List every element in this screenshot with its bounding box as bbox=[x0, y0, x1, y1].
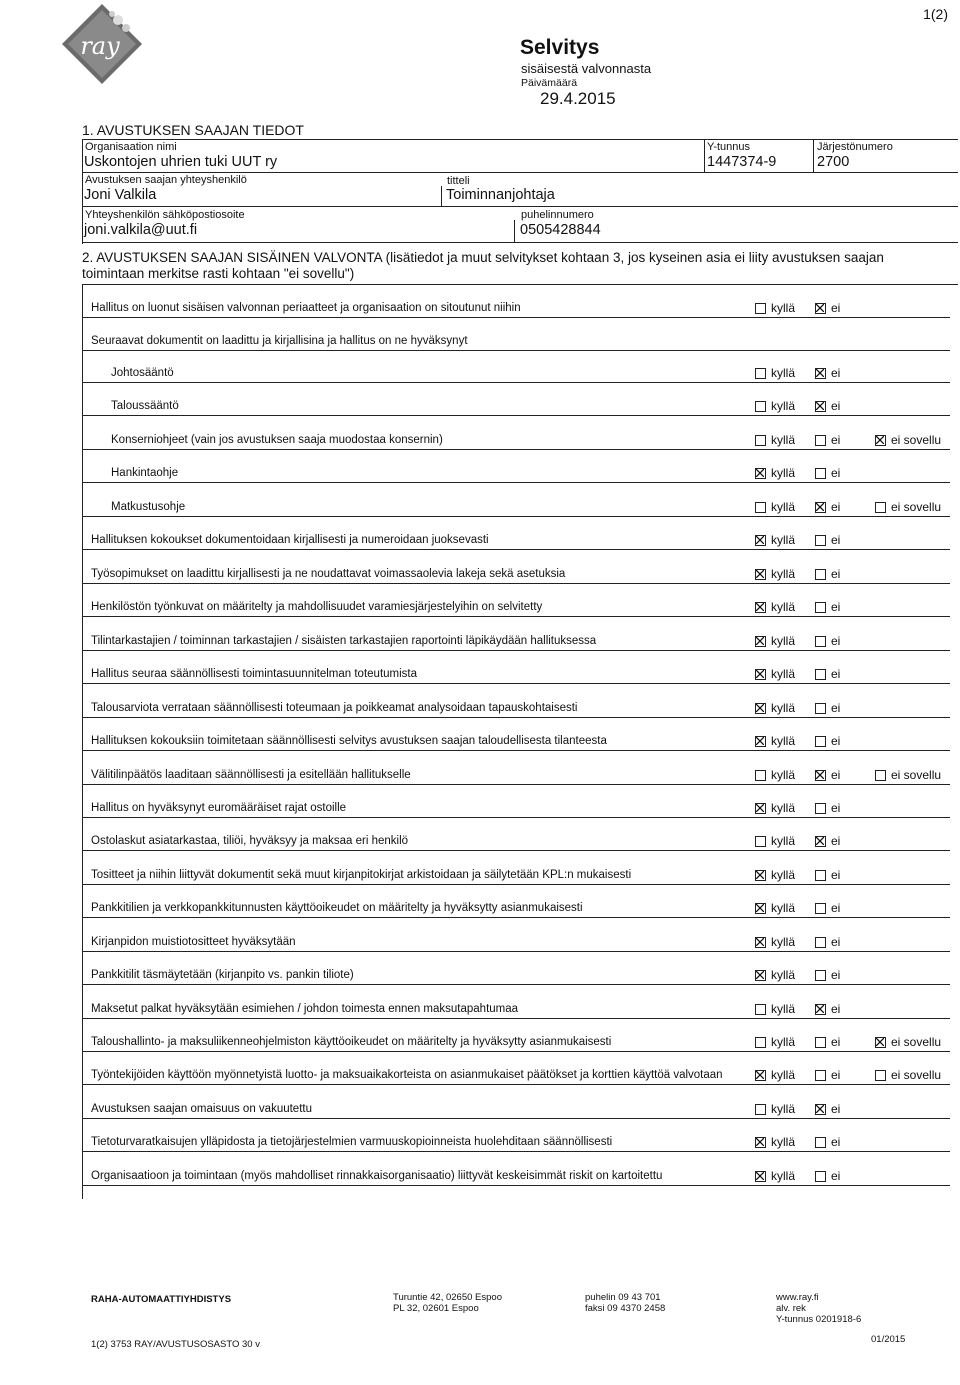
no-checkbox[interactable] bbox=[815, 669, 826, 680]
yes-checkbox[interactable] bbox=[755, 970, 766, 981]
contact-label: Avustuksen saajan yhteyshenkilö bbox=[85, 174, 247, 186]
not-applicable-checkbox[interactable] bbox=[875, 770, 886, 781]
yes-checkbox[interactable] bbox=[755, 736, 766, 747]
jarjestonumero-field[interactable]: 2700 bbox=[817, 154, 850, 170]
not-applicable-option[interactable] bbox=[875, 433, 941, 447]
no-option[interactable] bbox=[815, 701, 840, 715]
yes-option[interactable] bbox=[755, 466, 795, 480]
no-checkbox[interactable] bbox=[815, 569, 826, 580]
not-applicable-option[interactable] bbox=[875, 1068, 941, 1082]
question-text: Hallitus on luonut sisäisen valvonnan periaatteet ja organisaation on sitoutunut niihin bbox=[91, 302, 521, 314]
yes-option[interactable] bbox=[755, 1068, 795, 1082]
no-label: ei bbox=[831, 600, 841, 614]
not-applicable-checkbox[interactable] bbox=[875, 435, 886, 446]
not-applicable-label: ei sovellu bbox=[891, 500, 942, 514]
yes-label: kyllä bbox=[771, 600, 796, 614]
no-label: ei bbox=[831, 968, 841, 982]
not-applicable-label: ei sovellu bbox=[891, 433, 942, 447]
question-text: Hankintaohje bbox=[111, 467, 179, 479]
no-label: ei bbox=[831, 433, 841, 447]
divider bbox=[82, 139, 958, 140]
footer-form-code: 1(2) 3753 RAY/AVUSTUSOSASTO 30 v bbox=[91, 1339, 260, 1350]
question-text: Välitilinpäätös laaditaan säännöllisesti ja esitellään hallitukselle bbox=[91, 769, 411, 781]
no-option[interactable] bbox=[815, 901, 840, 915]
no-checkbox[interactable] bbox=[815, 1137, 826, 1148]
yes-checkbox[interactable] bbox=[755, 703, 766, 714]
yes-checkbox[interactable] bbox=[755, 303, 766, 314]
yes-checkbox[interactable] bbox=[755, 770, 766, 781]
no-checkbox[interactable] bbox=[815, 770, 826, 781]
divider bbox=[82, 242, 958, 243]
no-option[interactable] bbox=[815, 600, 840, 614]
question-text: Työsopimukset on laadittu kirjallisesti ja ne noudattavat voimassaolevia lakeja sekä asetuksia bbox=[91, 568, 566, 580]
not-applicable-option[interactable] bbox=[875, 1035, 941, 1049]
no-label: ei bbox=[831, 667, 841, 681]
yes-label: kyllä bbox=[771, 533, 796, 547]
yes-label: kyllä bbox=[771, 768, 796, 782]
no-checkbox[interactable] bbox=[815, 502, 826, 513]
no-label: ei bbox=[831, 301, 841, 315]
question-text: Konserniohjeet (vain jos avustuksen saaja muodostaa konsernin) bbox=[111, 434, 443, 446]
yes-label: kyllä bbox=[771, 466, 796, 480]
yes-label: kyllä bbox=[771, 301, 796, 315]
yes-option[interactable] bbox=[755, 301, 795, 315]
no-label: ei bbox=[831, 533, 841, 547]
question-text: Hallituksen kokouksiin toimitetaan säännöllisesti selvitys avustuksen saajan taloudellisesta tilanteesta bbox=[91, 735, 607, 747]
yes-checkbox[interactable] bbox=[755, 535, 766, 546]
no-checkbox[interactable] bbox=[815, 1070, 826, 1081]
question-text: Maksetut palkat hyväksytään esimiehen / johdon toimesta ennen maksutapahtumaa bbox=[91, 1003, 519, 1015]
no-label: ei bbox=[831, 834, 841, 848]
section1-heading: 1. AVUSTUKSEN SAAJAN TIEDOT bbox=[82, 122, 304, 138]
yes-option[interactable] bbox=[755, 399, 795, 413]
no-option[interactable] bbox=[815, 1068, 840, 1082]
no-checkbox[interactable] bbox=[815, 803, 826, 814]
ray-logo bbox=[60, 2, 144, 86]
no-checkbox[interactable] bbox=[815, 870, 826, 881]
yes-checkbox[interactable] bbox=[755, 669, 766, 680]
no-option[interactable] bbox=[815, 968, 840, 982]
yes-option[interactable] bbox=[755, 500, 795, 514]
ytunnus-label: Y-tunnus bbox=[707, 141, 751, 153]
no-label: ei bbox=[831, 801, 841, 815]
yes-label: kyllä bbox=[771, 1102, 796, 1116]
question-text: Henkilöstön työnkuvat on määritelty ja mahdollisuudet varamiesjärjestelyihin on selvitetty bbox=[91, 601, 543, 613]
question-text: Hallitus seuraa säännöllisesti toimintasuunnitelman toteutumista bbox=[91, 668, 418, 680]
yes-checkbox[interactable] bbox=[755, 468, 766, 479]
no-option[interactable] bbox=[815, 399, 840, 413]
yes-checkbox[interactable] bbox=[755, 1070, 766, 1081]
yes-checkbox[interactable] bbox=[755, 1037, 766, 1048]
logo-text: ray bbox=[80, 32, 120, 60]
no-label: ei bbox=[831, 935, 841, 949]
yes-label: kyllä bbox=[771, 1068, 796, 1082]
no-option[interactable] bbox=[815, 834, 840, 848]
no-option[interactable] bbox=[815, 1102, 840, 1116]
question-text: Talousarviota verrataan säännöllisesti toteumaan ja poikkeamat analysoidaan tapauskohtaisesti bbox=[91, 702, 578, 714]
no-checkbox[interactable] bbox=[815, 836, 826, 847]
yes-label: kyllä bbox=[771, 634, 796, 648]
yes-option[interactable] bbox=[755, 1169, 795, 1183]
no-checkbox[interactable] bbox=[815, 401, 826, 412]
no-checkbox[interactable] bbox=[815, 903, 826, 914]
no-option[interactable] bbox=[815, 667, 840, 681]
no-label: ei bbox=[831, 1035, 841, 1049]
yes-option[interactable] bbox=[755, 901, 795, 915]
yes-checkbox[interactable] bbox=[755, 401, 766, 412]
yes-label: kyllä bbox=[771, 433, 796, 447]
divider bbox=[82, 139, 83, 244]
no-checkbox[interactable] bbox=[815, 368, 826, 379]
no-label: ei bbox=[831, 734, 841, 748]
yes-checkbox[interactable] bbox=[755, 636, 766, 647]
no-label: ei bbox=[831, 768, 841, 782]
footer-address2: PL 32, 02601 Espoo bbox=[393, 1303, 479, 1314]
yes-label: kyllä bbox=[771, 968, 796, 982]
yes-label: kyllä bbox=[771, 901, 796, 915]
divider bbox=[514, 220, 515, 242]
yes-label: kyllä bbox=[771, 1169, 796, 1183]
yes-checkbox[interactable] bbox=[755, 1004, 766, 1015]
not-applicable-checkbox[interactable] bbox=[875, 502, 886, 513]
yes-option[interactable] bbox=[755, 567, 795, 581]
yes-option[interactable] bbox=[755, 600, 795, 614]
yes-option[interactable] bbox=[755, 968, 795, 982]
date-label: Päivämäärä bbox=[521, 77, 578, 89]
no-checkbox[interactable] bbox=[815, 468, 826, 479]
question-text: Taloussääntö bbox=[111, 400, 179, 412]
question-text: Ostolaskut asiatarkastaa, tiliöi, hyväksyy ja maksaa eri henkilö bbox=[91, 835, 409, 847]
yes-label: kyllä bbox=[771, 366, 796, 380]
footer-web: www.ray.fi bbox=[776, 1292, 819, 1303]
no-option[interactable] bbox=[815, 533, 840, 547]
no-option[interactable] bbox=[815, 466, 840, 480]
titteli-label: titteli bbox=[447, 175, 470, 187]
no-checkbox[interactable] bbox=[815, 1171, 826, 1182]
yes-checkbox[interactable] bbox=[755, 1137, 766, 1148]
yes-label: kyllä bbox=[771, 399, 796, 413]
question-text: Seuraavat dokumentit on laadittu ja kirjallisina ja hallitus on ne hyväksynyt bbox=[91, 335, 468, 347]
no-checkbox[interactable] bbox=[815, 602, 826, 613]
question-text: Johtosääntö bbox=[111, 367, 174, 379]
yes-checkbox[interactable] bbox=[755, 903, 766, 914]
not-applicable-checkbox[interactable] bbox=[875, 1070, 886, 1081]
yes-label: kyllä bbox=[771, 801, 796, 815]
yes-checkbox[interactable] bbox=[755, 937, 766, 948]
yes-label: kyllä bbox=[771, 567, 796, 581]
yes-checkbox[interactable] bbox=[755, 836, 766, 847]
yes-label: kyllä bbox=[771, 701, 796, 715]
no-label: ei bbox=[831, 634, 841, 648]
yes-checkbox[interactable] bbox=[755, 569, 766, 580]
no-checkbox[interactable] bbox=[815, 636, 826, 647]
no-checkbox[interactable] bbox=[815, 535, 826, 546]
no-label: ei bbox=[831, 1068, 841, 1082]
question-text: Pankkitilien ja verkkopankkitunnusten käyttöoikeudet on määritelty ja hyväksytty asianmukaisesti bbox=[91, 902, 583, 914]
no-option[interactable] bbox=[815, 801, 840, 815]
no-label: ei bbox=[831, 366, 841, 380]
ytunnus-field[interactable]: 1447374-9 bbox=[707, 154, 777, 170]
yes-option[interactable] bbox=[755, 801, 795, 815]
email-field[interactable]: joni.valkila@uut.fi bbox=[84, 222, 198, 238]
no-label: ei bbox=[831, 500, 841, 514]
no-option[interactable] bbox=[815, 567, 840, 581]
no-option[interactable] bbox=[815, 1135, 840, 1149]
divider bbox=[441, 186, 442, 206]
not-applicable-checkbox[interactable] bbox=[875, 1037, 886, 1048]
yes-label: kyllä bbox=[771, 834, 796, 848]
footer-ytunnus: Y-tunnus 0201918-6 bbox=[776, 1314, 862, 1325]
yes-option[interactable] bbox=[755, 935, 795, 949]
yes-label: kyllä bbox=[771, 500, 796, 514]
date-value: 29.4.2015 bbox=[540, 89, 616, 108]
no-label: ei bbox=[831, 1002, 841, 1016]
no-checkbox[interactable] bbox=[815, 736, 826, 747]
no-option[interactable] bbox=[815, 634, 840, 648]
no-label: ei bbox=[831, 901, 841, 915]
footer-reg: alv. rek bbox=[776, 1303, 806, 1314]
divider bbox=[813, 139, 814, 172]
yes-option[interactable] bbox=[755, 634, 795, 648]
yes-option[interactable] bbox=[755, 533, 795, 547]
question-text: Pankkitilit täsmäytetään (kirjanpito vs. pankin tiliote) bbox=[91, 969, 354, 981]
titteli-field[interactable]: Toiminnanjohtaja bbox=[446, 187, 555, 203]
question-text: Matkustusohje bbox=[111, 501, 186, 513]
no-option[interactable] bbox=[815, 935, 840, 949]
not-applicable-option[interactable] bbox=[875, 768, 941, 782]
no-checkbox[interactable] bbox=[815, 1104, 826, 1115]
org-name-field[interactable]: Uskontojen uhrien tuki UUT ry bbox=[84, 154, 278, 170]
yes-label: kyllä bbox=[771, 1002, 796, 1016]
yes-checkbox[interactable] bbox=[755, 435, 766, 446]
question-text: Tietoturvaratkaisujen ylläpidosta ja tietojärjestelmien varmuuskopioinneista huolehditaan säännöllisesti bbox=[91, 1136, 613, 1148]
no-checkbox[interactable] bbox=[815, 435, 826, 446]
yes-option[interactable] bbox=[755, 366, 795, 380]
footer-org: RAHA-AUTOMAATTIYHDISTYS bbox=[91, 1294, 232, 1305]
no-option[interactable] bbox=[815, 868, 840, 882]
question-text: Tositteet ja niihin liittyvät dokumentit sekä muut kirjanpitokirjat arkistoidaan ja säilytetään KPL:n mukaisesti bbox=[91, 869, 632, 881]
no-label: ei bbox=[831, 1135, 841, 1149]
no-option[interactable] bbox=[815, 366, 840, 380]
not-applicable-label: ei sovellu bbox=[891, 1068, 942, 1082]
yes-label: kyllä bbox=[771, 667, 796, 681]
no-checkbox[interactable] bbox=[815, 703, 826, 714]
document-title: Selvitys bbox=[520, 36, 600, 59]
yes-option[interactable] bbox=[755, 1035, 795, 1049]
no-option[interactable] bbox=[815, 1002, 840, 1016]
question-text: Kirjanpidon muistiotositteet hyväksytään bbox=[91, 936, 296, 948]
not-applicable-option[interactable] bbox=[875, 500, 941, 514]
page-number: 1(2) bbox=[923, 6, 948, 22]
not-applicable-label: ei sovellu bbox=[891, 768, 942, 782]
yes-option[interactable] bbox=[755, 433, 795, 447]
question-text: Hallitus on hyväksynyt euromääräiset rajat ostoille bbox=[91, 802, 347, 814]
yes-checkbox[interactable] bbox=[755, 1171, 766, 1182]
yes-option[interactable] bbox=[755, 701, 795, 715]
yes-option[interactable] bbox=[755, 1102, 795, 1116]
question-text: Työntekijöiden käyttöön myönnetyistä luotto- ja maksuaikakorteista on asianmukaiset päätökset ja korttien käyttöä valvotaan bbox=[91, 1069, 723, 1081]
footer-phone: puhelin 09 43 701 bbox=[585, 1292, 661, 1303]
no-label: ei bbox=[831, 466, 841, 480]
contact-field[interactable]: Joni Valkila bbox=[84, 187, 157, 203]
divider bbox=[82, 172, 958, 173]
no-checkbox[interactable] bbox=[815, 303, 826, 314]
document-subtitle: sisäisestä valvonnasta bbox=[521, 61, 652, 76]
no-option[interactable] bbox=[815, 734, 840, 748]
no-label: ei bbox=[831, 399, 841, 413]
yes-checkbox[interactable] bbox=[755, 368, 766, 379]
no-checkbox[interactable] bbox=[815, 970, 826, 981]
yes-label: kyllä bbox=[771, 1035, 796, 1049]
yes-label: kyllä bbox=[771, 734, 796, 748]
yes-option[interactable] bbox=[755, 1002, 795, 1016]
yes-checkbox[interactable] bbox=[755, 502, 766, 513]
yes-option[interactable] bbox=[755, 768, 795, 782]
no-option[interactable] bbox=[815, 500, 840, 514]
yes-label: kyllä bbox=[771, 935, 796, 949]
email-label: Yhteyshenkilön sähköpostiosoite bbox=[85, 209, 245, 221]
jarjestonumero-label: Järjestönumero bbox=[817, 141, 893, 153]
no-label: ei bbox=[831, 1169, 841, 1183]
question-text: Hallituksen kokoukset dokumentoidaan kirjallisesti ja numeroidaan juoksevasti bbox=[91, 534, 489, 546]
yes-checkbox[interactable] bbox=[755, 1104, 766, 1115]
yes-option[interactable] bbox=[755, 1135, 795, 1149]
yes-checkbox[interactable] bbox=[755, 870, 766, 881]
footer-fax: faksi 09 4370 2458 bbox=[585, 1303, 666, 1314]
phone-field[interactable]: 0505428844 bbox=[520, 222, 601, 238]
no-checkbox[interactable] bbox=[815, 1004, 826, 1015]
yes-checkbox[interactable] bbox=[755, 602, 766, 613]
question-text: Avustuksen saajan omaisuus on vakuutettu bbox=[91, 1103, 312, 1115]
question-row bbox=[82, 318, 950, 351]
yes-checkbox[interactable] bbox=[755, 803, 766, 814]
no-label: ei bbox=[831, 701, 841, 715]
no-option[interactable] bbox=[815, 301, 840, 315]
no-checkbox[interactable] bbox=[815, 1037, 826, 1048]
no-option[interactable] bbox=[815, 768, 840, 782]
row-divider bbox=[82, 1185, 950, 1186]
no-option[interactable] bbox=[815, 1169, 840, 1183]
no-option[interactable] bbox=[815, 433, 840, 447]
yes-option[interactable] bbox=[755, 868, 795, 882]
no-option[interactable] bbox=[815, 1035, 840, 1049]
yes-option[interactable] bbox=[755, 667, 795, 681]
not-applicable-label: ei sovellu bbox=[891, 1035, 942, 1049]
divider bbox=[82, 206, 958, 207]
question-text: Taloushallinto- ja maksuliikenneohjelmiston käyttöoikeudet on määritelty ja hyväksytty asianmukaisesti bbox=[91, 1036, 612, 1048]
org-name-label: Organisaation nimi bbox=[85, 141, 177, 153]
section2-heading: 2. AVUSTUKSEN SAAJAN SISÄINEN VALVONTA (lisätiedot ja muut selvitykset kohtaan 3, jos kyseinen asia ei liity avustuksen saajan toimintaan merkitse rasti kohtaan "ei sovellu") bbox=[82, 250, 884, 281]
question-text: Tilintarkastajien / toiminnan tarkastajien / sisäisten tarkastajien raportointi läpikäydään hallituksessa bbox=[91, 635, 597, 647]
phone-label: puhelinnumero bbox=[521, 209, 594, 221]
divider bbox=[704, 139, 705, 172]
footer-version: 01/2015 bbox=[871, 1334, 906, 1345]
no-label: ei bbox=[831, 1102, 841, 1116]
yes-label: kyllä bbox=[771, 868, 796, 882]
yes-option[interactable] bbox=[755, 734, 795, 748]
footer-address1: Turuntie 42, 02650 Espoo bbox=[393, 1292, 502, 1303]
yes-option[interactable] bbox=[755, 834, 795, 848]
question-text: Organisaatioon ja toimintaan (myös mahdolliset rinnakkaisorganisaatio) liittyvät keskeisimmät riskit on kartoitettu bbox=[91, 1170, 663, 1182]
no-label: ei bbox=[831, 868, 841, 882]
no-checkbox[interactable] bbox=[815, 937, 826, 948]
divider bbox=[82, 284, 958, 285]
yes-label: kyllä bbox=[771, 1135, 796, 1149]
no-label: ei bbox=[831, 567, 841, 581]
